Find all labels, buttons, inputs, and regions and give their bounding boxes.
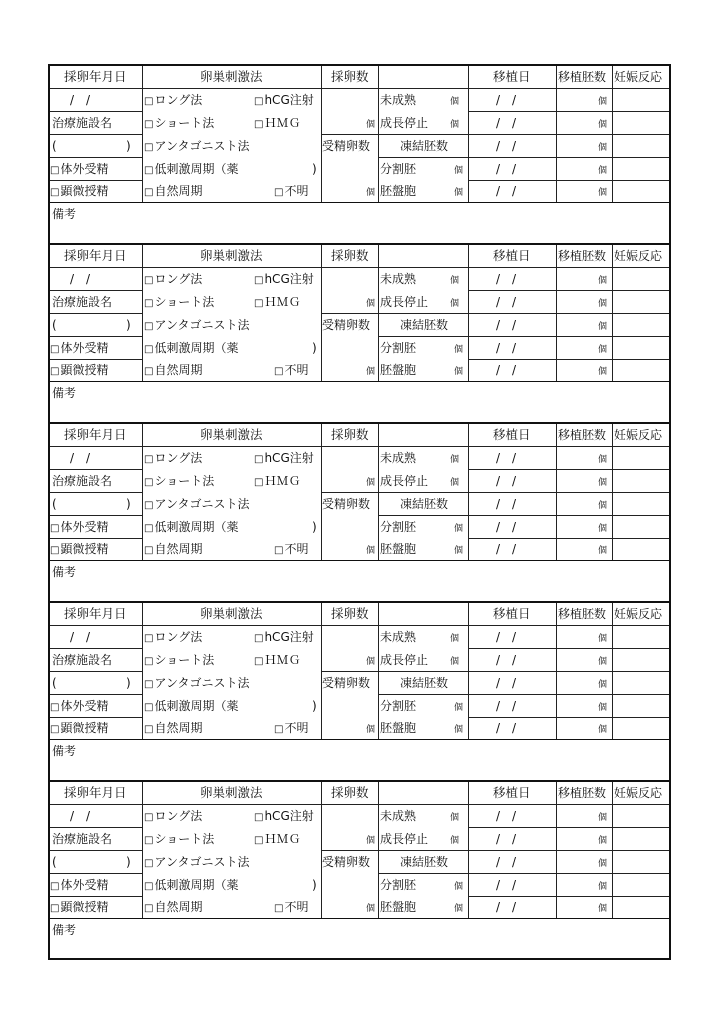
immature-label: 未成熟	[380, 272, 417, 286]
pregnancy-header: 妊娠反応	[614, 428, 663, 442]
transfer-date-header: 移植日	[493, 69, 531, 84]
cleavage-unit: 個	[454, 524, 464, 534]
embryos-transferred-header: 移植胚数	[558, 607, 607, 621]
facility-paren-close: )	[126, 139, 131, 153]
arrested-label: 成長停止	[380, 653, 429, 667]
long-checkbox[interactable]: □ ロング法	[144, 630, 202, 646]
embryo-unit: 個	[598, 501, 608, 511]
eggs-unit: 個	[366, 120, 376, 130]
transfer-date-field[interactable]: / /	[496, 451, 517, 465]
long-checkbox[interactable]: □ ロング法	[144, 809, 202, 825]
notes-label: 備考	[52, 744, 77, 758]
facility-paren-close: )	[126, 497, 131, 511]
blastocyst-label: 胚盤胞	[380, 542, 417, 556]
unknown-checkbox[interactable]: □ 不明	[274, 363, 308, 379]
transfer-date-field[interactable]: / /	[496, 116, 517, 130]
antagonist-checkbox[interactable]: □ アンタゴニスト法	[144, 676, 250, 692]
immature-label: 未成熟	[380, 451, 417, 465]
eggs-retrieved-header: 採卵数	[331, 427, 369, 442]
facility-label: 治療施設名	[52, 295, 113, 309]
icsi-checkbox[interactable]: □ 顕微授精	[50, 721, 108, 737]
long-checkbox[interactable]: □ ロング法	[144, 272, 202, 288]
arrested-label: 成長停止	[380, 832, 429, 846]
record-block	[50, 603, 669, 782]
transfer-date-field[interactable]: / /	[496, 721, 517, 735]
facility-paren-open: (	[52, 318, 57, 332]
immature-unit: 個	[450, 634, 460, 644]
frozen-label: 凍結胚数	[400, 676, 449, 690]
egg-date-header: 採卵年月日	[64, 69, 127, 84]
ovarian-stim-header: 卵巣刺激法	[200, 606, 263, 621]
eggs-unit: 個	[366, 478, 376, 488]
embryos-transferred-header: 移植胚数	[558, 249, 607, 263]
transfer-date-field[interactable]: / /	[496, 542, 517, 556]
short-checkbox[interactable]: □ ショート法	[144, 295, 214, 311]
low-stim-checkbox[interactable]: □ 低刺激周期（薬	[144, 520, 238, 536]
pregnancy-header: 妊娠反応	[614, 607, 663, 621]
transfer-date-field[interactable]: / /	[496, 318, 517, 332]
facility-paren-open: (	[52, 497, 57, 511]
transfer-date-field[interactable]: / /	[496, 295, 517, 309]
facility-label: 治療施設名	[52, 832, 113, 846]
eggs-retrieved-header: 採卵数	[331, 785, 369, 800]
transfer-date-field[interactable]: / /	[496, 878, 517, 892]
transfer-date-field[interactable]: / /	[496, 341, 517, 355]
fertilized-unit: 個	[366, 188, 376, 198]
arrested-label: 成長停止	[380, 295, 429, 309]
antagonist-checkbox[interactable]: □ アンタゴニスト法	[144, 855, 250, 871]
hmg-checkbox[interactable]: □ ＨＭＧ	[254, 832, 300, 848]
ovarian-stim-header: 卵巣刺激法	[200, 785, 263, 800]
unknown-checkbox[interactable]: □ 不明	[274, 542, 308, 558]
record-block	[50, 782, 669, 958]
cleavage-unit: 個	[454, 166, 464, 176]
notes-label: 備考	[52, 386, 77, 400]
unknown-checkbox[interactable]: □ 不明	[274, 184, 308, 200]
pregnancy-header: 妊娠反応	[614, 70, 663, 84]
natural-checkbox[interactable]: □ 自然周期	[144, 542, 202, 558]
embryos-transferred-header: 移植胚数	[558, 786, 607, 800]
long-checkbox[interactable]: □ ロング法	[144, 451, 202, 467]
egg-date-field[interactable]: / /	[70, 630, 91, 644]
low-stim-checkbox[interactable]: □ 低刺激周期（薬	[144, 699, 238, 715]
embryo-unit: 個	[598, 836, 608, 846]
transfer-date-header: 移植日	[493, 427, 531, 442]
embryo-unit: 個	[598, 120, 608, 130]
arrested-unit: 個	[450, 836, 460, 846]
blastocyst-label: 胚盤胞	[380, 363, 417, 377]
embryo-unit: 個	[598, 524, 608, 534]
embryo-unit: 個	[598, 546, 608, 556]
embryo-unit: 個	[598, 345, 608, 355]
fertilized-unit: 個	[366, 904, 376, 914]
facility-paren-open: (	[52, 139, 57, 153]
record-block	[50, 424, 669, 603]
cleavage-label: 分割胚	[380, 699, 417, 713]
blastocyst-unit: 個	[454, 188, 464, 198]
transfer-date-field[interactable]: / /	[496, 832, 517, 846]
blastocyst-label: 胚盤胞	[380, 900, 417, 914]
natural-checkbox[interactable]: □ 自然周期	[144, 184, 202, 200]
embryo-unit: 個	[598, 680, 608, 690]
egg-date-field[interactable]: / /	[70, 451, 91, 465]
embryo-unit: 個	[598, 859, 608, 869]
arrested-unit: 個	[450, 120, 460, 130]
embryo-unit: 個	[598, 276, 608, 286]
hcg-checkbox[interactable]: □ hCG注射	[254, 451, 314, 467]
fertilized-label: 受精卵数	[322, 139, 371, 153]
embryo-unit: 個	[598, 657, 608, 667]
low-stim-paren-close: )	[312, 699, 317, 713]
arrested-unit: 個	[450, 478, 460, 488]
embryo-unit: 個	[598, 478, 608, 488]
embryo-unit: 個	[598, 725, 608, 735]
arrested-label: 成長停止	[380, 474, 429, 488]
frozen-label: 凍結胚数	[400, 497, 449, 511]
fertilized-unit: 個	[366, 725, 376, 735]
transfer-date-field[interactable]: / /	[496, 653, 517, 667]
notes-label: 備考	[52, 207, 77, 221]
hcg-checkbox[interactable]: □ hCG注射	[254, 272, 314, 288]
embryo-unit: 個	[598, 882, 608, 892]
arrested-unit: 個	[450, 657, 460, 667]
facility-label: 治療施設名	[52, 474, 113, 488]
long-checkbox[interactable]: □ ロング法	[144, 93, 202, 109]
ovarian-stim-header: 卵巣刺激法	[200, 427, 263, 442]
hcg-checkbox[interactable]: □ hCG注射	[254, 93, 314, 109]
ivf-checkbox[interactable]: □ 体外受精	[50, 162, 108, 178]
fertilized-unit: 個	[366, 367, 376, 377]
hcg-checkbox[interactable]: □ hCG注射	[254, 809, 314, 825]
cleavage-unit: 個	[454, 703, 464, 713]
short-checkbox[interactable]: □ ショート法	[144, 653, 214, 669]
low-stim-paren-close: )	[312, 520, 317, 534]
ivf-checkbox[interactable]: □ 体外受精	[50, 520, 108, 536]
facility-label: 治療施設名	[52, 653, 113, 667]
facility-paren-close: )	[126, 855, 131, 869]
embryo-unit: 個	[598, 455, 608, 465]
notes-label: 備考	[52, 565, 77, 579]
transfer-date-field[interactable]: / /	[496, 630, 517, 644]
embryo-unit: 個	[598, 634, 608, 644]
transfer-date-field[interactable]: / /	[496, 162, 517, 176]
pregnancy-header: 妊娠反応	[614, 786, 663, 800]
ovarian-stim-header: 卵巣刺激法	[200, 69, 263, 84]
egg-date-header: 採卵年月日	[64, 606, 127, 621]
immature-unit: 個	[450, 455, 460, 465]
natural-checkbox[interactable]: □ 自然周期	[144, 721, 202, 737]
embryo-unit: 個	[598, 166, 608, 176]
hmg-checkbox[interactable]: □ ＨＭＧ	[254, 653, 300, 669]
facility-paren-close: )	[126, 676, 131, 690]
transfer-date-field[interactable]: / /	[496, 855, 517, 869]
antagonist-checkbox[interactable]: □ アンタゴニスト法	[144, 497, 250, 513]
immature-label: 未成熟	[380, 630, 417, 644]
facility-label: 治療施設名	[52, 116, 113, 130]
ovarian-stim-header: 卵巣刺激法	[200, 248, 263, 263]
eggs-retrieved-header: 採卵数	[331, 69, 369, 84]
embryo-unit: 個	[598, 813, 608, 823]
blastocyst-unit: 個	[454, 367, 464, 377]
immature-unit: 個	[450, 276, 460, 286]
cleavage-label: 分割胚	[380, 878, 417, 892]
embryo-unit: 個	[598, 703, 608, 713]
ivf-checkbox[interactable]: □ 体外受精	[50, 878, 108, 894]
low-stim-paren-close: )	[312, 878, 317, 892]
transfer-date-header: 移植日	[493, 606, 531, 621]
hmg-checkbox[interactable]: □ ＨＭＧ	[254, 474, 300, 490]
transfer-date-field[interactable]: / /	[496, 363, 517, 377]
record-block	[50, 66, 669, 245]
fertilized-unit: 個	[366, 546, 376, 556]
low-stim-paren-close: )	[312, 162, 317, 176]
unknown-checkbox[interactable]: □ 不明	[274, 900, 308, 916]
antagonist-checkbox[interactable]: □ アンタゴニスト法	[144, 139, 250, 155]
ivf-checkbox[interactable]: □ 体外受精	[50, 699, 108, 715]
egg-date-field[interactable]: / /	[70, 809, 91, 823]
frozen-label: 凍結胚数	[400, 139, 449, 153]
low-stim-checkbox[interactable]: □ 低刺激周期（薬	[144, 162, 238, 178]
egg-date-field[interactable]: / /	[70, 93, 91, 107]
facility-paren-open: (	[52, 676, 57, 690]
icsi-checkbox[interactable]: □ 顕微授精	[50, 900, 108, 916]
hmg-checkbox[interactable]: □ ＨＭＧ	[254, 295, 300, 311]
ivf-checkbox[interactable]: □ 体外受精	[50, 341, 108, 357]
unknown-checkbox[interactable]: □ 不明	[274, 721, 308, 737]
eggs-unit: 個	[366, 836, 376, 846]
cleavage-label: 分割胚	[380, 341, 417, 355]
egg-date-field[interactable]: / /	[70, 272, 91, 286]
icsi-checkbox[interactable]: □ 顕微授精	[50, 542, 108, 558]
cleavage-label: 分割胚	[380, 520, 417, 534]
embryo-unit: 個	[598, 143, 608, 153]
icsi-checkbox[interactable]: □ 顕微授精	[50, 363, 108, 379]
record-block	[50, 245, 669, 424]
fertilized-label: 受精卵数	[322, 318, 371, 332]
notes-label: 備考	[52, 923, 77, 937]
egg-date-header: 採卵年月日	[64, 785, 127, 800]
natural-checkbox[interactable]: □ 自然周期	[144, 900, 202, 916]
icsi-checkbox[interactable]: □ 顕微授精	[50, 184, 108, 200]
blastocyst-label: 胚盤胞	[380, 721, 417, 735]
frozen-label: 凍結胚数	[400, 318, 449, 332]
immature-unit: 個	[450, 813, 460, 823]
short-checkbox[interactable]: □ ショート法	[144, 116, 214, 132]
eggs-unit: 個	[366, 657, 376, 667]
transfer-date-field[interactable]: / /	[496, 474, 517, 488]
immature-unit: 個	[450, 97, 460, 107]
pregnancy-header: 妊娠反応	[614, 249, 663, 263]
transfer-date-field[interactable]: / /	[496, 809, 517, 823]
blastocyst-unit: 個	[454, 546, 464, 556]
treatment-record-form	[48, 64, 671, 960]
blastocyst-label: 胚盤胞	[380, 184, 417, 198]
transfer-date-field[interactable]: / /	[496, 139, 517, 153]
transfer-date-field[interactable]: / /	[496, 93, 517, 107]
antagonist-checkbox[interactable]: □ アンタゴニスト法	[144, 318, 250, 334]
facility-paren-close: )	[126, 318, 131, 332]
transfer-date-field[interactable]: / /	[496, 699, 517, 713]
egg-date-header: 採卵年月日	[64, 248, 127, 263]
facility-paren-open: (	[52, 855, 57, 869]
natural-checkbox[interactable]: □ 自然周期	[144, 363, 202, 379]
blastocyst-unit: 個	[454, 725, 464, 735]
egg-date-header: 採卵年月日	[64, 427, 127, 442]
low-stim-checkbox[interactable]: □ 低刺激周期（薬	[144, 341, 238, 357]
short-checkbox[interactable]: □ ショート法	[144, 832, 214, 848]
embryo-unit: 個	[598, 299, 608, 309]
fertilized-label: 受精卵数	[322, 676, 371, 690]
transfer-date-field[interactable]: / /	[496, 520, 517, 534]
low-stim-paren-close: )	[312, 341, 317, 355]
transfer-date-header: 移植日	[493, 785, 531, 800]
hcg-checkbox[interactable]: □ hCG注射	[254, 630, 314, 646]
blastocyst-unit: 個	[454, 904, 464, 914]
arrested-label: 成長停止	[380, 116, 429, 130]
cleavage-unit: 個	[454, 882, 464, 892]
cleavage-unit: 個	[454, 345, 464, 355]
transfer-date-field[interactable]: / /	[496, 184, 517, 198]
embryo-unit: 個	[598, 97, 608, 107]
transfer-date-field[interactable]: / /	[496, 900, 517, 914]
transfer-date-header: 移植日	[493, 248, 531, 263]
embryo-unit: 個	[598, 367, 608, 377]
eggs-retrieved-header: 採卵数	[331, 248, 369, 263]
fertilized-label: 受精卵数	[322, 497, 371, 511]
immature-label: 未成熟	[380, 93, 417, 107]
eggs-retrieved-header: 採卵数	[331, 606, 369, 621]
transfer-date-field[interactable]: / /	[496, 497, 517, 511]
arrested-unit: 個	[450, 299, 460, 309]
low-stim-checkbox[interactable]: □ 低刺激周期（薬	[144, 878, 238, 894]
hmg-checkbox[interactable]: □ ＨＭＧ	[254, 116, 300, 132]
short-checkbox[interactable]: □ ショート法	[144, 474, 214, 490]
eggs-unit: 個	[366, 299, 376, 309]
embryos-transferred-header: 移植胚数	[558, 70, 607, 84]
embryos-transferred-header: 移植胚数	[558, 428, 607, 442]
transfer-date-field[interactable]: / /	[496, 272, 517, 286]
cleavage-label: 分割胚	[380, 162, 417, 176]
frozen-label: 凍結胚数	[400, 855, 449, 869]
immature-label: 未成熟	[380, 809, 417, 823]
embryo-unit: 個	[598, 904, 608, 914]
transfer-date-field[interactable]: / /	[496, 676, 517, 690]
fertilized-label: 受精卵数	[322, 855, 371, 869]
embryo-unit: 個	[598, 188, 608, 198]
embryo-unit: 個	[598, 322, 608, 332]
